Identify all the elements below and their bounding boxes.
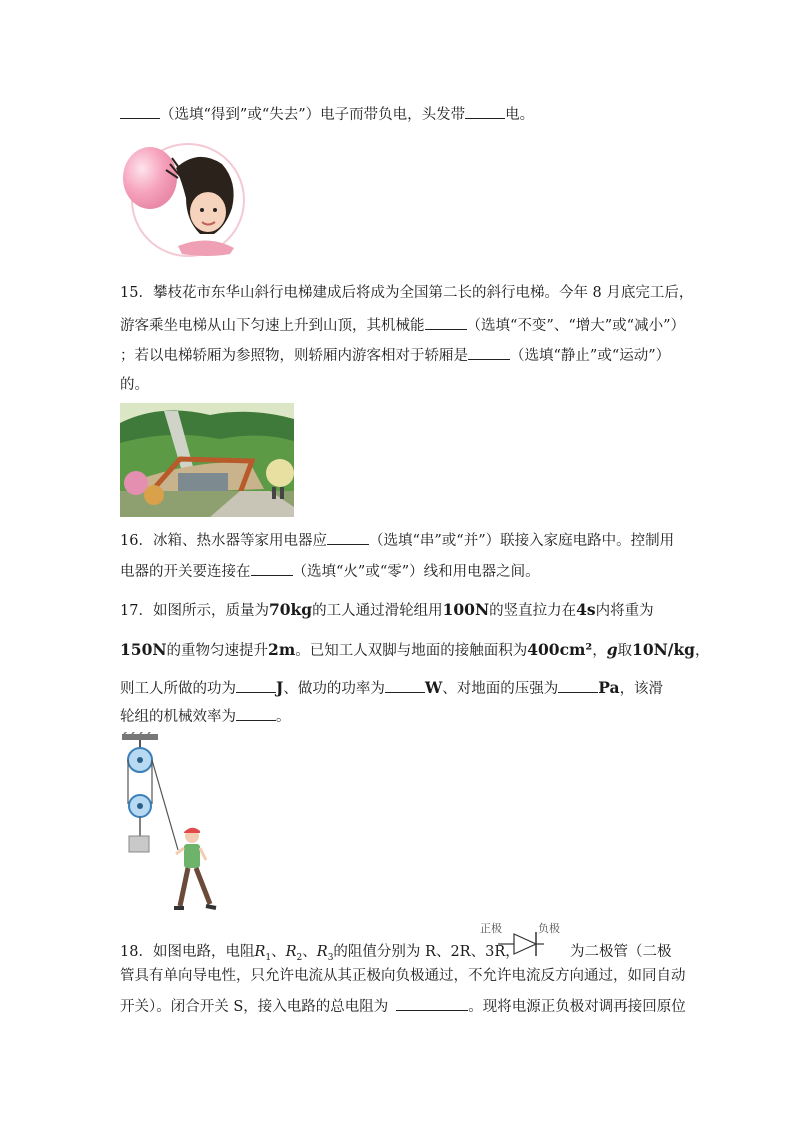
q18-line1-end: 为二极管（二极 (570, 944, 672, 960)
q15-line1: 15．攀枝花市东华山斜行电梯建成后将成为全国第二长的斜行电梯。今年 8 月底完工后， (120, 285, 694, 301)
diode-positive-label: 正极 (480, 922, 502, 935)
answer-blank[interactable] (465, 104, 505, 119)
answer-blank[interactable] (236, 706, 276, 721)
answer-blank[interactable] (425, 315, 467, 330)
answer-blank[interactable] (120, 104, 160, 119)
q14-line: （选填“得到”或“失去”）电子而带负电，头发带 电。 (120, 104, 534, 125)
q17-line2: 150N的重物匀速提升2m。已知工人双脚与地面的接触面积为400cm²，g取10N/kg， (120, 640, 710, 659)
balloon-girl-figure (120, 142, 250, 260)
answer-blank[interactable] (251, 561, 293, 576)
q17-line1: 17．如图所示，质量为70kg的工人通过滑轮组用100N的竖直拉力在4s内将重为 (120, 600, 654, 619)
diode-symbol (480, 920, 566, 956)
q15-line2: 游客乘坐电梯从山下匀速上升到山顶，其机械能 （选填“不变”、“增大”或“减小”） (120, 315, 685, 336)
pulley-worker-figure (118, 732, 218, 916)
answer-blank[interactable] (385, 678, 425, 693)
elevator-station-photo (120, 403, 294, 517)
q15-line4: 的。 (120, 377, 149, 393)
answer-blank[interactable] (558, 678, 598, 693)
q18-line1: 18．如图电路，电阻$R_1$、$R_2$、$R_3$的阻值分别为 R、2R、3R， (120, 944, 520, 963)
q15-line3: ；若以电梯轿厢为参照物，则轿厢内游客相对于轿厢是 （选填“静止”或“运动”） (120, 345, 670, 366)
q16-line2: 电器的开关要连接在 （选填“火”或“零”）线和用电器之间。 (120, 561, 540, 582)
answer-blank[interactable] (327, 530, 369, 545)
diode-negative-label: 负极 (538, 922, 560, 935)
answer-blank[interactable] (396, 996, 468, 1011)
answer-blank[interactable] (468, 345, 510, 360)
answer-blank[interactable] (236, 678, 276, 693)
q17-line4: 轮组的机械效率为 。 (120, 706, 291, 727)
q17-line3: 则工人所做的功为 J、做功的功率为 W、对地面的压强为 Pa，该滑 (120, 678, 664, 697)
q18-line3: 开关）。闭合开关 S，接入电路的总电阻为 。现将电源正负极对调再接回原位 (120, 996, 686, 1017)
q16-line1: 16．冰箱、热水器等家用电器应 （选填“串”或“并”）联接入家庭电路中。控制用 (120, 530, 674, 551)
q18-line2: 管具有单向导电性，只允许电流从其正极向负极通过，不允许电流反方向通过，如同自动 (120, 968, 686, 984)
